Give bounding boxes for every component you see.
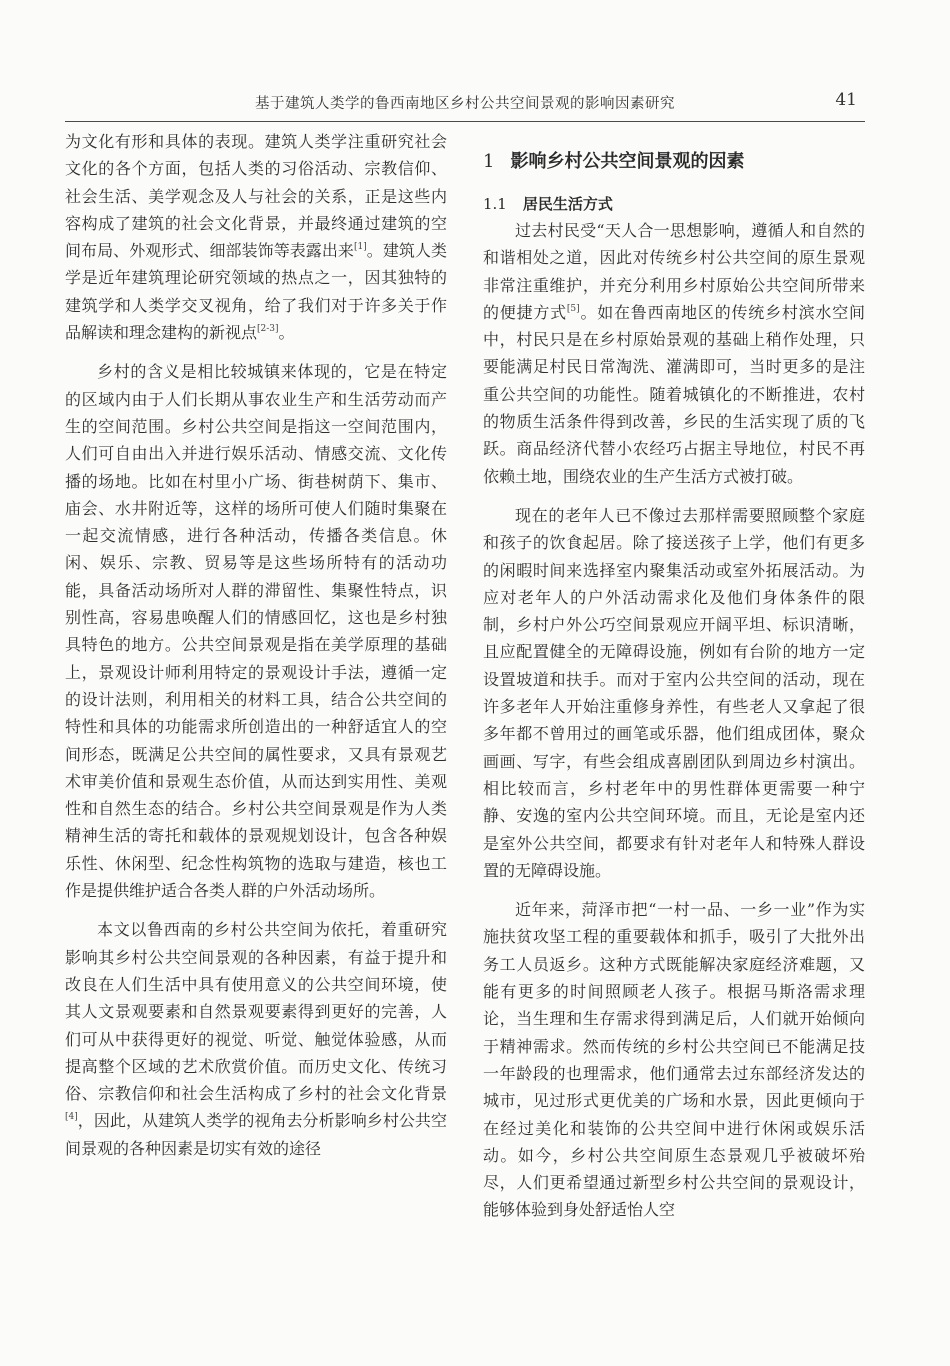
right-column — [483, 128, 865, 1224]
right-paragraph-1 — [483, 217, 865, 490]
header-rule — [65, 121, 865, 122]
right-paragraph-2: 现在的老年人已不像过去那样需要照顾整个家庭和孩子的饮食起居。除了接送孩子上学，他们有更多的闲暇时间来选择室内聚集活动或室外拓展活动。为应对老年人的户外活动需求化及他们身体条件的限制，乡村户外公巧空间景观应开阔平坦、标识清晰，且应配置健全的无障碍设施，例如有台阶的地方一定设置坡道和扶手。而对于室内公共空间的活动，现在许多老年人开始注重修身养性，有些老人又拿起了很多年都不曾用过的画笔或乐器，他们组成团体，聚众画画、写字，有些会组成喜剧团队到周边乡村演出。相比较而言，乡村老年中的男性群体更需要一种宁静、安逸的室内公共空间环境。而且，无论是室内还是室外公共空间，都要求有针对老年人和特殊人群设置的无障碍设施。 — [483, 505, 865, 880]
section-number: 1 — [483, 151, 495, 172]
right-paragraph-3: 近年来，菏泽市把“一村一品、一乡一业”作为实施扶贫攻坚工程的重要载体和抓手，吸引了大批外出务工人员返乡。这种方式既能解决家庭经济难题，又能有更多的时间照顾老人孩子。根据马斯洛需求理论，当生理和生存需求得到满足后，人们就开始倾向于精神需求。然而传统的乡村公共空间已不能满足技一年龄段的也理需求，他们通常去过东部经济发达的城市，见过形式更优美的广场和水景，因此更倾向于在经过美化和装饰的公共空间中进行休闲或娱乐活动。如今，乡村公共空间原生态景观几乎被破坏殆尽，人们更希望通过新型乡村公共空间的景观设计，能够体验到身处舒适怡人空 — [483, 900, 865, 1220]
subsection-title: 居民生活方式 — [522, 195, 613, 213]
citation-5: [5] — [566, 303, 580, 314]
section-heading-1 — [483, 148, 865, 176]
left-p3-text2: ，因此，从建筑人类学的视角去分析影响乡村公共空间景观的各种因素是切实有效的途径 — [65, 1111, 447, 1158]
subsection-number: 1.1 — [483, 195, 507, 213]
paragraph-gap — [483, 490, 865, 502]
left-paragraph-1 — [65, 128, 447, 346]
running-header — [65, 88, 865, 118]
subsection-heading-1-1 — [483, 191, 865, 217]
section-title: 影响乡村公共空间景观的因素 — [510, 151, 745, 172]
left-p1-text: 为文化有形和具体的表现。建筑人类学注重研究社会文化的各个方面，包括人类的习俗活动、宗教信仰、社会生活、美学观念及人与社会的关系，正是这些内容构成了建筑的社会文化背景，并最终通过建筑的空间布局、外观形式、细部装饰等表露出来 — [65, 132, 447, 261]
paragraph-gap — [65, 904, 447, 916]
citation-4: [4] — [65, 1112, 78, 1123]
left-p1-text2: 。建筑人类学是近年建筑理论研究领域的热点之一，因其独特的建筑学和人类学交叉视角，给了我们对于许多关于作品解读和理念建构的新视点 — [65, 241, 447, 343]
page-number: 41 — [835, 90, 857, 110]
right-p1-text: 过去村民受“天人合一思想影响，遵循人和自然的和谐相处之道，因此对传统乡村公共空间的原生景观非常注重维护，并充分利用乡村原始公共空间所带来的便捷方式 — [483, 221, 865, 322]
left-paragraph-3 — [65, 916, 447, 1162]
citation-2-3: [2-3] — [257, 324, 279, 335]
left-p3-text: 本文以鲁西南的乡村公共空间为依托，着重研究影响其乡村公共空间景观的各种因素，有益于提升和改良在人们生活中具有使用意义的公共空间环境，使其人文景观要素和自然景观要素得到更好的完善，人们可从中获得更好的视觉、听觉、触觉体验感，从而提高整个区域的艺术欣赏价值。而历史文化、传统习俗、宗教信仰和社会生活构成了乡村的社会文化背景 — [65, 920, 447, 1104]
left-paragraph-2: 乡村的含义是相比较城镇来体现的，它是在特定的区域内由于人们长期从事农业生产和生活劳动而产生的空间范围。乡村公共空间是指这一空间范围内，人们可自由出入并进行娱乐活动、情感交流、文化传播的场地。比如在村里小广场、街巷树荫下、集市、庙会、水井附近等，这样的场所可使人们随时集聚在一起交流情感，进行各种活动，传播各类信息。休闲、娱乐、宗教、贸易等是这些场所特有的活动功能，具备活动场所对人群的滞留性、集聚性特点，识别性高，容易患唤醒人们的情感回忆，这也是乡村独具特色的地方。公共空间景观是指在美学原理的基础上，景观设计师利用特定的景观设计手法，遵循一定的设计法则，利用相关的材料工具，结合公共空间的特性和具体的功能需求所创造出的一种舒适宜人的空间形态，既满足公共空间的属性要求，又具有景观艺术审美价值和景观生态价值，从而达到实用性、美观性和自然生态的结合。乡村公共空间景观是作为人类精神生活的寄托和载体的景观规划设计，包含各种娱乐性、休闲型、纪念性构筑物的选取与建造，核也工作是提供维护适合各类人群的户外活动场所。 — [65, 362, 447, 901]
right-p1-text2: 。如在鲁西南地区的传统乡村滨水空间中，村民只是在乡村原始景观的基础上稍作处理，只要能满足村民日常淘洗、灌满即可，当时更多的是注重公共空间的功能性。随着城镇化的不断推进，农村的物质生活条件得到改善，乡民的生活实现了质的飞跃。商品经济代替小农经巧占据主导地位，村民不再依赖土地，围绕农业的生产生活方式被打破。 — [483, 302, 865, 486]
left-column — [65, 128, 447, 1162]
paragraph-gap — [483, 884, 865, 896]
left-p1-end: 。 — [278, 323, 295, 343]
running-header-title: 基于建筑人类学的鲁西南地区乡村公共空间景观的影响因素研究 — [255, 96, 675, 112]
citation-1: [1] — [353, 242, 367, 253]
paragraph-gap — [65, 346, 447, 358]
